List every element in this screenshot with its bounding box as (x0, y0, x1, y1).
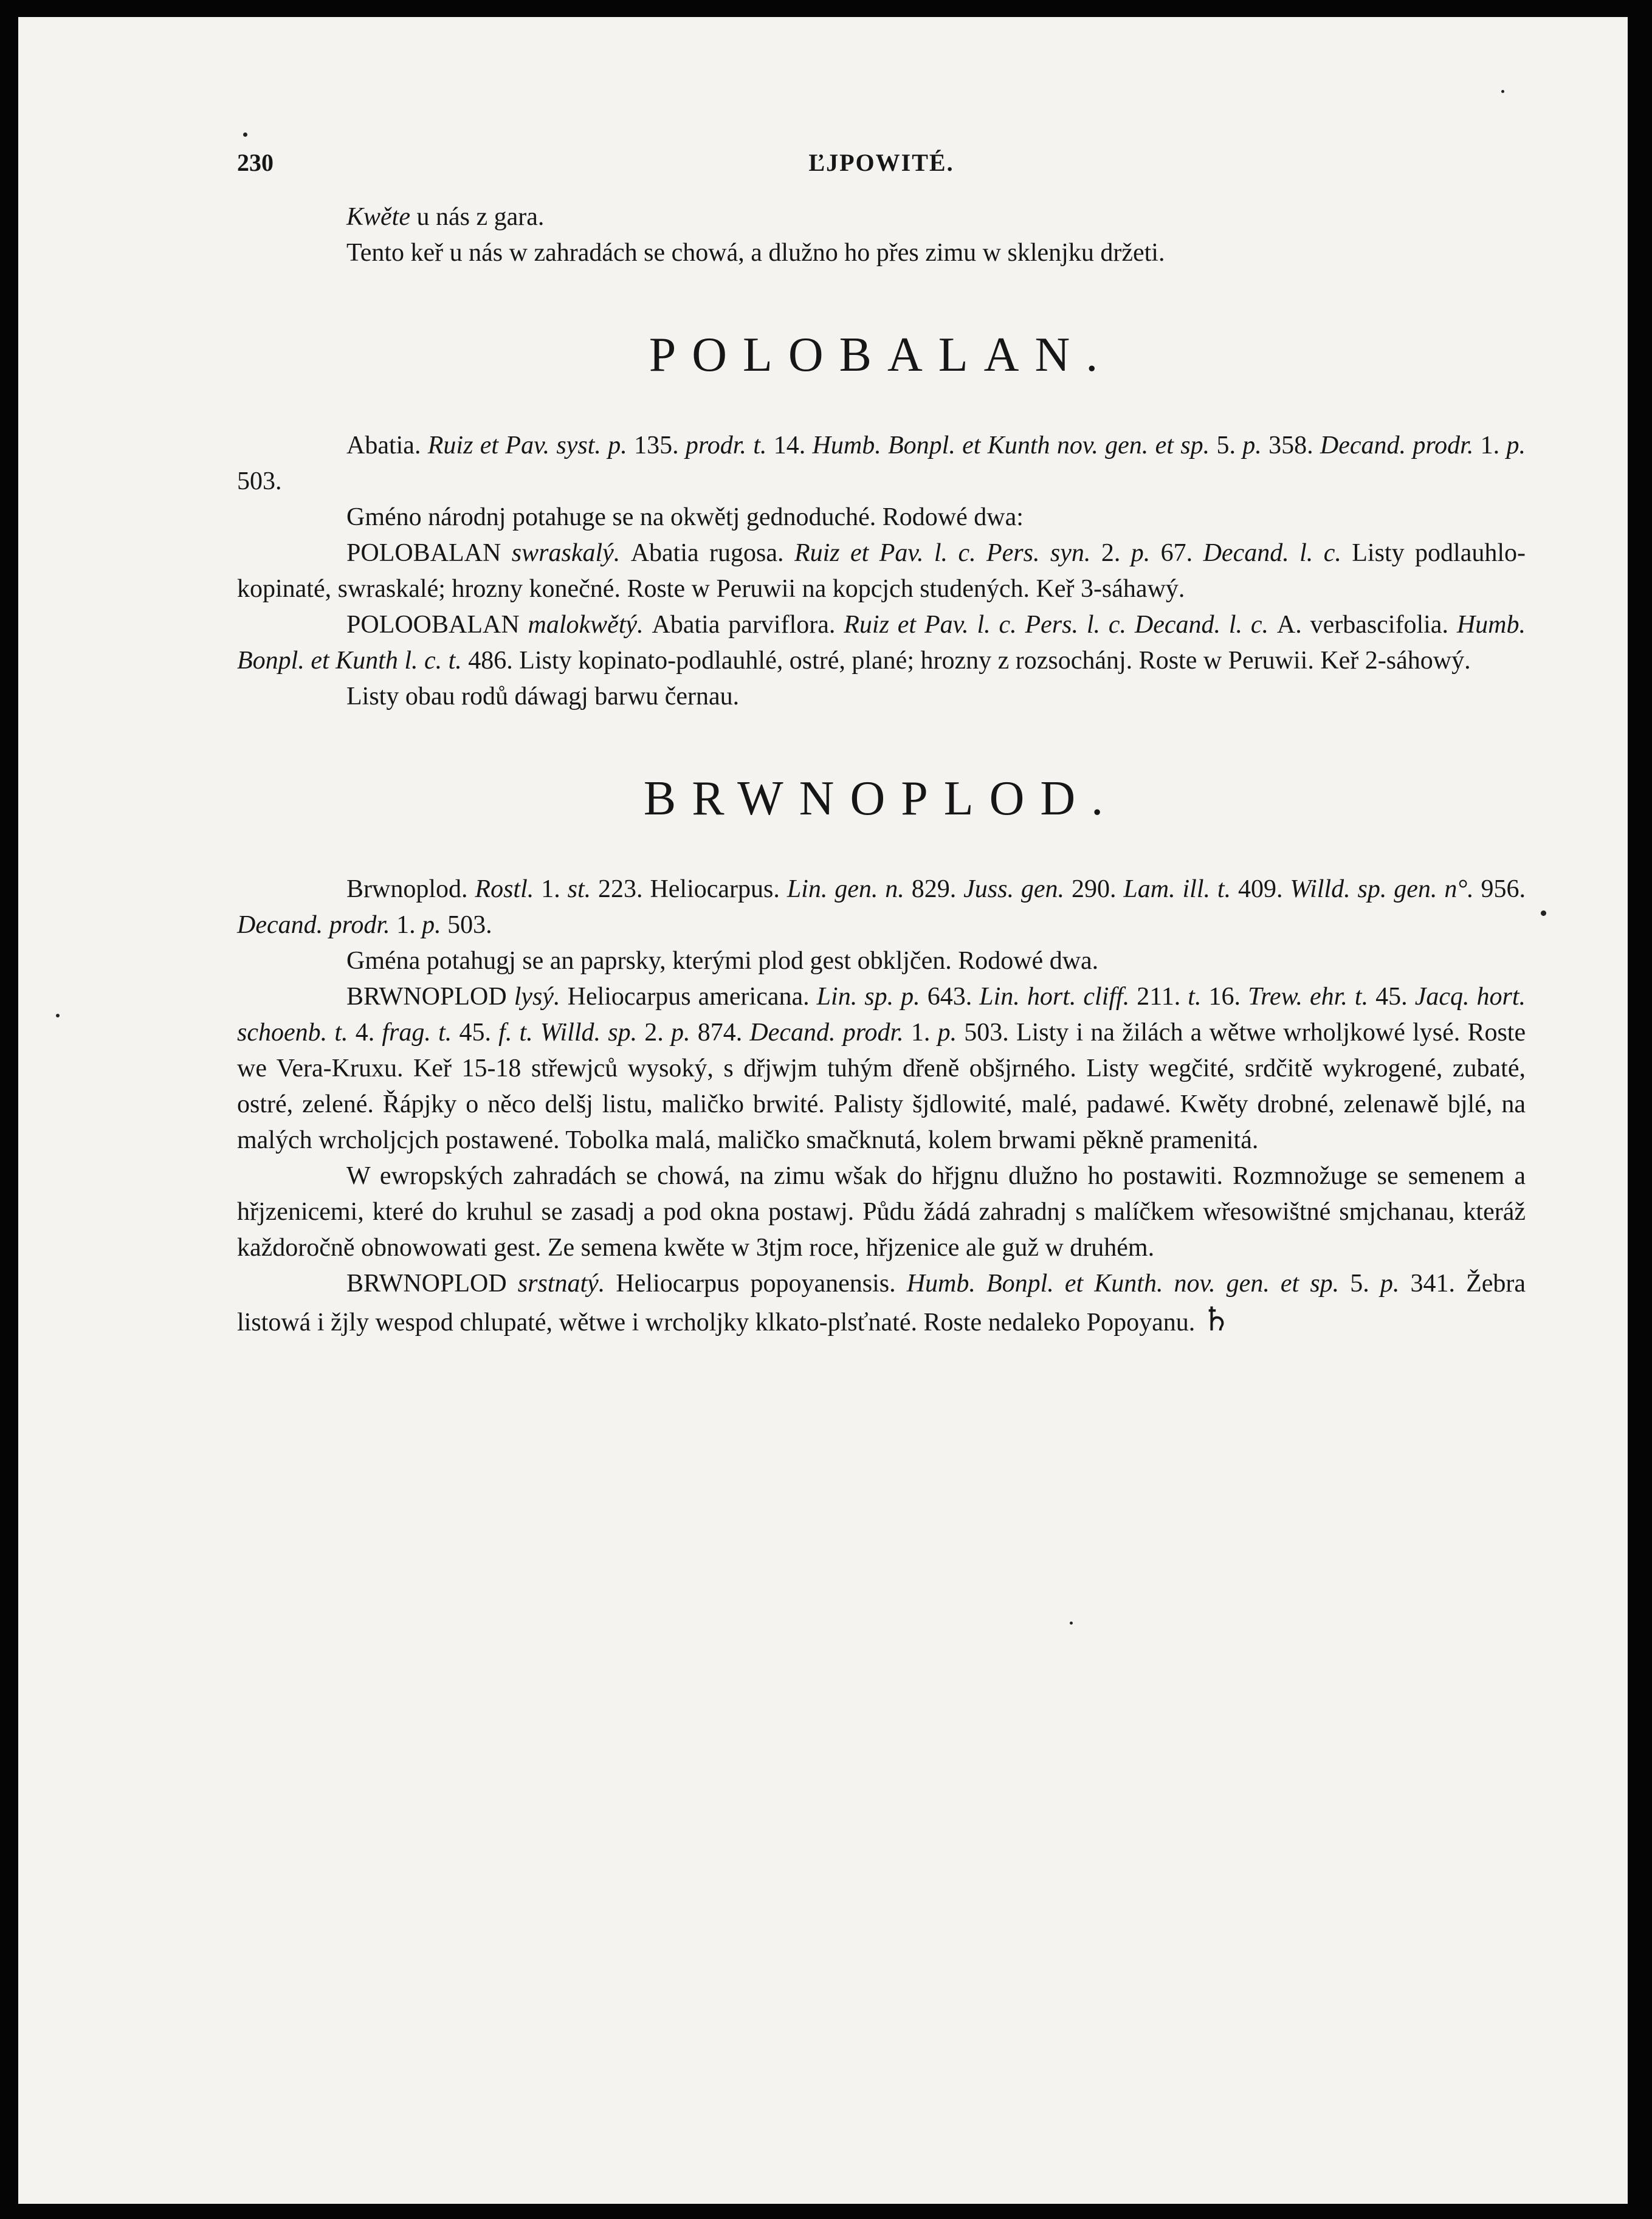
section-heading-brwnoplod: BRWNOPLOD. (643, 772, 1120, 825)
italic-run: Ruiz et Pav. l. c. Pers. syn. (794, 539, 1101, 567)
text-run: u nás z gara. (410, 203, 545, 231)
italic-run: p. (1380, 1270, 1411, 1298)
italic-run: lysý. (514, 983, 568, 1011)
text-run: 135. (634, 432, 686, 459)
italic-run: Decand. l. c. (1203, 539, 1352, 567)
text-run: Heliocarpus popoyanensis. (616, 1270, 907, 1298)
text-run: 2. (1101, 539, 1131, 567)
text-run: 290. (1071, 875, 1124, 903)
polobalan-references (237, 428, 1526, 500)
italic-run: swraskalý. (511, 539, 631, 567)
italic-run: srstnatý. (517, 1270, 616, 1298)
text-run: 503. (237, 467, 282, 495)
saturn-symbol-icon: ♄ (1201, 1301, 1231, 1338)
italic-run: p. (1131, 539, 1161, 567)
italic-run: frag. t. (382, 1019, 459, 1047)
italic-run: p. (1242, 432, 1269, 459)
italic-run: f. t. Willd. sp. (498, 1019, 645, 1047)
text-run: 956. (1481, 875, 1526, 903)
text-run: Abatia rugosa. (630, 539, 794, 567)
text-run: Listy podlauhlo-kopinaté, swraskalé; hrozny konečné. Roste w Peruwii na kopcjch studených. Keř 3-sáhawý. (237, 539, 1526, 603)
text-run: 5. (1216, 432, 1243, 459)
text-run: 486. Listy kopinato-podlauhlé, ostré, plané; hrozny z rozsochánj. Roste w Peruwii. Keř 2-sáhowý. (468, 647, 1471, 675)
italic-run: Lin. gen. n. (786, 875, 912, 903)
italic-run: Rostl. (475, 875, 542, 903)
polobalan-species-1 (237, 535, 1526, 607)
text-run: 341. Žebra listowá i žjly wespod chlupaté, wětwe i wrcholjky klkato-plsťnaté. Roste nedaleko Popoyanu. (237, 1270, 1526, 1337)
italic-run: Humb. Bonpl. et Kunth. nov. gen. et sp. (906, 1270, 1351, 1298)
italic-run: Trew. ehr. t. (1248, 983, 1376, 1011)
text-run: 1. (541, 875, 568, 903)
text-run: POLOOBALAN (346, 611, 528, 639)
text-run: A. verbascifolia. (1276, 611, 1457, 639)
italic-run: Juss. gen. (963, 875, 1072, 903)
text-run: 211. (1137, 983, 1188, 1011)
italic-run: prodr. t. (685, 432, 774, 459)
italic-run: Lin. sp. p. (816, 983, 928, 1011)
page-header (237, 145, 1526, 199)
italic-run: Humb. Bonpl. et Kunth l. c. t. (237, 611, 1526, 675)
scan-speck (56, 1014, 60, 1017)
text-run: Heliocarpus americana. (567, 983, 817, 1011)
brwnoplod-species-2 (237, 1266, 1526, 1341)
text-run: 4. (355, 1019, 382, 1047)
brwnoplod-references (237, 872, 1526, 943)
text-run: 223. Heliocarpus. (598, 875, 787, 903)
italic-run: Kwěte (346, 203, 410, 231)
polobalan-species-2 (237, 607, 1526, 679)
intro-line-1 (237, 199, 1526, 235)
italic-run: Decand. prodr. (237, 911, 397, 939)
italic-run: p. (422, 911, 448, 939)
scan-speck (1501, 90, 1504, 93)
brwnoplod-etymology (237, 943, 1526, 979)
italic-run: Decand. prodr. (749, 1019, 911, 1047)
text-run: Tento keř u nás w zahradách se chowá, a dlužno ho přes zimu w sklenjku držeti. (346, 239, 1165, 267)
italic-run: Ruiz et Pav. syst. p. (427, 432, 635, 459)
text-run: 643. (927, 983, 980, 1011)
italic-run: p. (937, 1019, 965, 1047)
italic-run: st. (567, 875, 599, 903)
scan-speck (1541, 910, 1546, 916)
text-run: Listy obau rodů dáwagj barwu černau. (346, 683, 740, 710)
intro-paragraph (237, 235, 1526, 271)
text-run: Gméno národnj potahuge se na okwětj gednoduché. Rodowé dwa: (346, 503, 1024, 531)
running-title: ĽJPOWITÉ. (808, 149, 954, 176)
italic-run: Lam. ill. t. (1123, 875, 1238, 903)
italic-run: Lin. hort. cliff. (979, 983, 1137, 1011)
scan-speck (243, 132, 247, 137)
text-run: 5. (1350, 1270, 1380, 1298)
text-run: 45. (459, 1019, 499, 1047)
text-run: BRWNOPLOD (346, 1270, 518, 1298)
text-run: Abatia parviflora. (652, 611, 844, 639)
italic-run: Willd. sp. gen. n°. (1290, 875, 1481, 903)
text-run: 67. (1160, 539, 1203, 567)
italic-run: Jacq. hort. schoenb. t. (237, 983, 1526, 1047)
text-run: 1. (910, 1019, 938, 1047)
text-run: 503. Listy i na žilách a wětwe wrholjkowé lysé. Roste we Vera-Kruxu. Keř 15-18 střewjců wysoký, s dřjwjm tuhým dřeně obšjrného. Listy wegčité, srdčitě wykrogené, zubaté, ostré, zelené. Řápjky o něco delšj listu, maličko brwité. Palisty šjdlowité, malé, padawé. Kwěty drobné, zelenawě bjlé, na malých wrcholjcjch postawené. Tobolka malá, maličko smačknutá, kolem brwami pěkně pramenitá. (237, 1019, 1526, 1154)
text-run: BRWNOPLOD (346, 983, 514, 1011)
text-run: 45. (1375, 983, 1415, 1011)
italic-run: malokwětý. (528, 611, 652, 639)
text-run: 409. (1238, 875, 1290, 903)
text-run: 1. (396, 911, 422, 939)
text-run: POLOBALAN (346, 539, 512, 567)
text-run: 874. (697, 1019, 750, 1047)
italic-run: p. (1506, 432, 1526, 459)
brwnoplod-cultivation (237, 1158, 1526, 1266)
page-number: 230 (237, 149, 274, 176)
text-run: 16. (1208, 983, 1248, 1011)
page-text (237, 145, 1526, 1341)
text-run: 1. (1480, 432, 1507, 459)
text-run: 2. (644, 1019, 671, 1047)
text-run: 829. (911, 875, 964, 903)
section-heading-polobalan: POLOBALAN. (649, 328, 1114, 382)
brwnoplod-species-1 (237, 979, 1526, 1158)
text-run: 14. (773, 432, 813, 459)
scan-speck (1070, 1622, 1073, 1625)
text-run: Brwnoplod. (346, 875, 475, 903)
text-run: 358. (1268, 432, 1320, 459)
italic-run: Ruiz et Pav. l. c. Pers. l. c. Decand. l. c. (844, 611, 1277, 639)
text-run: Abatia. (346, 432, 428, 459)
italic-run: t. (1188, 983, 1209, 1011)
italic-run: p. (670, 1019, 698, 1047)
text-run: 503. (447, 911, 492, 939)
scanned-page (18, 17, 1628, 2204)
italic-run: Humb. Bonpl. et Kunth nov. gen. et sp. (812, 432, 1217, 459)
text-run: W ewropských zahradách se chowá, na zimu wšak do hřjgnu dlužno ho postawiti. Rozmnožuge se semenem a hřjzenicemi, které do kruhul se zasadj a pod okna postawj. Půdu žádá zahradnj s malíčkem wřesowištné smjchanau, kteráž každoročně obnowowati gest. Ze semena kwěte w 3tjm roce, hřjzenice ale guž w druhém. (237, 1162, 1526, 1262)
italic-run: Decand. prodr. (1320, 432, 1481, 459)
polobalan-note (237, 679, 1526, 715)
polobalan-etymology (237, 500, 1526, 535)
text-run: Gména potahugj se an paprsky, kterými plod gest obkljčen. Rodowé dwa. (346, 947, 1099, 975)
